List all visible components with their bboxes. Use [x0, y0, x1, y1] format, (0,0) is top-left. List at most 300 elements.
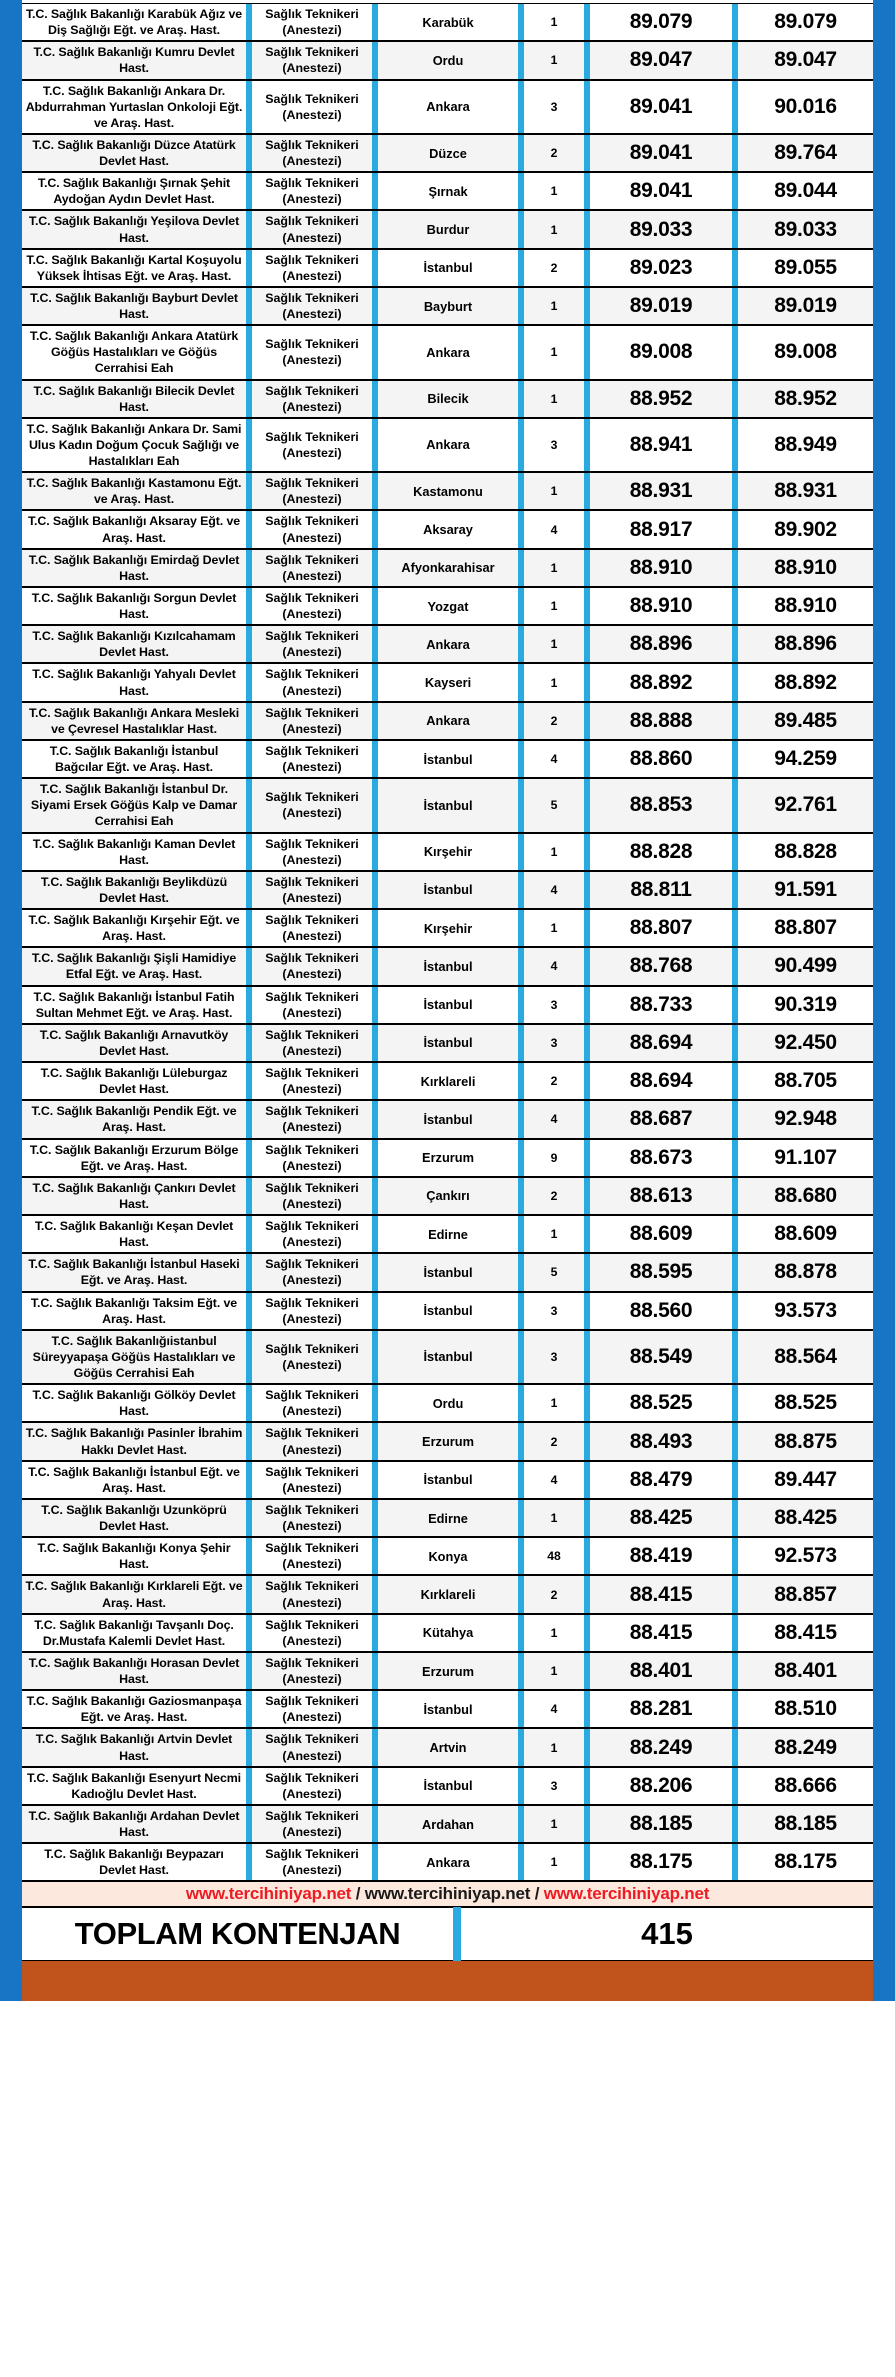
- banner-separator-1: /: [351, 1884, 365, 1904]
- institution-name-cell: T.C. Sağlık Bakanlığı Beypazarı Devlet Hast.: [22, 1843, 246, 1881]
- min-score-cell: 89.033: [590, 210, 732, 248]
- table-row: [22, 1767, 873, 1805]
- max-score-cell: 90.319: [738, 986, 873, 1024]
- position-title-cell: Sağlık Teknikeri (Anestezi): [252, 1292, 372, 1330]
- institution-name-cell: T.C. Sağlık Bakanlığı Uzunköprü Devlet Hast.: [22, 1499, 246, 1537]
- position-title-cell: Sağlık Teknikeri (Anestezi): [252, 702, 372, 740]
- institution-name-cell: T.C. Sağlık Bakanlığı Ankara Dr. Sami Ulus Kadın Doğum Çocuk Sağlığı ve Hastalıkları Eah: [22, 418, 246, 472]
- position-title-cell: Sağlık Teknikeri (Anestezi): [252, 1690, 372, 1728]
- position-title-cell: Sağlık Teknikeri (Anestezi): [252, 1422, 372, 1460]
- max-score-cell: 91.107: [738, 1139, 873, 1177]
- quota-cell: 4: [524, 1690, 584, 1728]
- table-row: [22, 909, 873, 947]
- quota-cell: 2: [524, 1575, 584, 1613]
- min-score-cell: 88.910: [590, 587, 732, 625]
- institution-name-cell: T.C. Sağlık Bakanlığı Bayburt Devlet Hast.: [22, 287, 246, 325]
- quota-cell: 1: [524, 287, 584, 325]
- max-score-cell: 88.952: [738, 380, 873, 418]
- quota-table-body: [22, 3, 873, 1881]
- institution-name-cell: T.C. Sağlık Bakanlığı Taksim Eğt. ve Araş. Hast.: [22, 1292, 246, 1330]
- city-cell: Erzurum: [378, 1652, 518, 1690]
- city-cell: Kayseri: [378, 663, 518, 701]
- city-cell: İstanbul: [378, 871, 518, 909]
- min-score-cell: 88.549: [590, 1330, 732, 1384]
- max-score-cell: 89.008: [738, 325, 873, 379]
- min-score-cell: 88.415: [590, 1614, 732, 1652]
- city-cell: Edirne: [378, 1499, 518, 1537]
- position-title-cell: Sağlık Teknikeri (Anestezi): [252, 1177, 372, 1215]
- table-row: [22, 510, 873, 548]
- table-row: [22, 1537, 873, 1575]
- min-score-cell: 88.419: [590, 1537, 732, 1575]
- max-score-cell: 92.761: [738, 778, 873, 832]
- table-row: [22, 1139, 873, 1177]
- quota-cell: 1: [524, 1843, 584, 1881]
- footer-orange-bar: [0, 1961, 895, 2001]
- position-title-cell: Sağlık Teknikeri (Anestezi): [252, 510, 372, 548]
- institution-name-cell: T.C. Sağlık Bakanlığı Emirdağ Devlet Hast.: [22, 549, 246, 587]
- table-row: [22, 1690, 873, 1728]
- quota-cell: 1: [524, 1805, 584, 1843]
- max-score-cell: 88.666: [738, 1767, 873, 1805]
- max-score-cell: 88.415: [738, 1614, 873, 1652]
- max-score-cell: 88.525: [738, 1384, 873, 1422]
- position-title-cell: Sağlık Teknikeri (Anestezi): [252, 1215, 372, 1253]
- institution-name-cell: T.C. Sağlık Bakanlığı Pasinler İbrahim Hakkı Devlet Hast.: [22, 1422, 246, 1460]
- quota-cell: 2: [524, 249, 584, 287]
- city-cell: Kırşehir: [378, 909, 518, 947]
- city-cell: Düzce: [378, 134, 518, 172]
- quota-cell: 1: [524, 1652, 584, 1690]
- quota-cell: 1: [524, 663, 584, 701]
- max-score-cell: 89.019: [738, 287, 873, 325]
- max-score-cell: 89.485: [738, 702, 873, 740]
- position-title-cell: Sağlık Teknikeri (Anestezi): [252, 41, 372, 79]
- position-title-cell: Sağlık Teknikeri (Anestezi): [252, 1330, 372, 1384]
- city-cell: İstanbul: [378, 1253, 518, 1291]
- quota-cell: 9: [524, 1139, 584, 1177]
- min-score-cell: 88.401: [590, 1652, 732, 1690]
- table-row: [22, 1253, 873, 1291]
- min-score-cell: 88.673: [590, 1139, 732, 1177]
- quota-cell: 4: [524, 1100, 584, 1138]
- total-quota-label: TOPLAM KONTENJAN: [22, 1907, 453, 1961]
- min-score-cell: 88.493: [590, 1422, 732, 1460]
- institution-name-cell: T.C. Sağlık Bakanlığı İstanbul Fatih Sultan Mehmet Eğt. ve Araş. Hast.: [22, 986, 246, 1024]
- quota-cell: 3: [524, 986, 584, 1024]
- min-score-cell: 88.595: [590, 1253, 732, 1291]
- max-score-cell: 88.875: [738, 1422, 873, 1460]
- min-score-cell: 88.931: [590, 472, 732, 510]
- total-quota-value: 415: [461, 1907, 873, 1961]
- table-row: [22, 587, 873, 625]
- quota-cell: 1: [524, 325, 584, 379]
- max-score-cell: 88.910: [738, 549, 873, 587]
- max-score-cell: 91.591: [738, 871, 873, 909]
- max-score-cell: 88.680: [738, 1177, 873, 1215]
- min-score-cell: 88.609: [590, 1215, 732, 1253]
- city-cell: Kastamonu: [378, 472, 518, 510]
- institution-name-cell: T.C. Sağlık Bakanlığı Gaziosmanpaşa Eğt. ve Araş. Hast.: [22, 1690, 246, 1728]
- city-cell: Ankara: [378, 80, 518, 134]
- max-score-cell: 88.878: [738, 1253, 873, 1291]
- max-score-cell: 89.902: [738, 510, 873, 548]
- min-score-cell: 89.041: [590, 80, 732, 134]
- table-row: [22, 740, 873, 778]
- position-title-cell: Sağlık Teknikeri (Anestezi): [252, 1614, 372, 1652]
- city-cell: Şırnak: [378, 172, 518, 210]
- table-row: [22, 986, 873, 1024]
- min-score-cell: 89.023: [590, 249, 732, 287]
- position-title-cell: Sağlık Teknikeri (Anestezi): [252, 871, 372, 909]
- institution-name-cell: T.C. Sağlık Bakanlığı Gölköy Devlet Hast.: [22, 1384, 246, 1422]
- institution-name-cell: T.C. Sağlık Bakanlığı Kartal Koşuyolu Yüksek İhtisas Eğt. ve Araş. Hast.: [22, 249, 246, 287]
- institution-name-cell: T.C. Sağlık Bakanlığı Kızılcahamam Devlet Hast.: [22, 625, 246, 663]
- position-title-cell: Sağlık Teknikeri (Anestezi): [252, 287, 372, 325]
- city-cell: İstanbul: [378, 1292, 518, 1330]
- max-score-cell: 89.047: [738, 41, 873, 79]
- max-score-cell: 88.609: [738, 1215, 873, 1253]
- table-row: [22, 210, 873, 248]
- max-score-cell: 88.828: [738, 833, 873, 871]
- min-score-cell: 88.525: [590, 1384, 732, 1422]
- position-title-cell: Sağlık Teknikeri (Anestezi): [252, 1537, 372, 1575]
- table-row: [22, 1384, 873, 1422]
- institution-name-cell: T.C. Sağlık Bakanlığı Beylikdüzü Devlet Hast.: [22, 871, 246, 909]
- min-score-cell: 88.917: [590, 510, 732, 548]
- max-score-cell: 92.948: [738, 1100, 873, 1138]
- min-score-cell: 88.888: [590, 702, 732, 740]
- position-title-cell: Sağlık Teknikeri (Anestezi): [252, 1100, 372, 1138]
- city-cell: Kırklareli: [378, 1575, 518, 1613]
- min-score-cell: 88.560: [590, 1292, 732, 1330]
- position-title-cell: Sağlık Teknikeri (Anestezi): [252, 1805, 372, 1843]
- position-title-cell: Sağlık Teknikeri (Anestezi): [252, 418, 372, 472]
- quota-cell: 2: [524, 1062, 584, 1100]
- min-score-cell: 88.896: [590, 625, 732, 663]
- max-score-cell: 88.857: [738, 1575, 873, 1613]
- institution-name-cell: T.C. Sağlık Bakanlığı Kastamonu Eğt. ve Araş. Hast.: [22, 472, 246, 510]
- position-title-cell: Sağlık Teknikeri (Anestezi): [252, 947, 372, 985]
- max-score-cell: 88.510: [738, 1690, 873, 1728]
- city-cell: Ankara: [378, 1843, 518, 1881]
- quota-cell: 5: [524, 778, 584, 832]
- city-cell: Edirne: [378, 1215, 518, 1253]
- table-row: [22, 1177, 873, 1215]
- city-cell: İstanbul: [378, 947, 518, 985]
- quota-cell: 1: [524, 3, 584, 41]
- banner-container: [22, 1881, 873, 1907]
- quota-cell: 1: [524, 833, 584, 871]
- position-title-cell: Sağlık Teknikeri (Anestezi): [252, 134, 372, 172]
- quota-cell: 4: [524, 510, 584, 548]
- quota-cell: 4: [524, 871, 584, 909]
- min-score-cell: 89.041: [590, 172, 732, 210]
- institution-name-cell: T.C. Sağlık Bakanlığı Aksaray Eğt. ve Araş. Hast.: [22, 510, 246, 548]
- institution-name-cell: T.C. Sağlık Bakanlığı Pendik Eğt. ve Araş. Hast.: [22, 1100, 246, 1138]
- min-score-cell: 88.733: [590, 986, 732, 1024]
- quota-cell: 2: [524, 702, 584, 740]
- institution-name-cell: T.C. Sağlık Bakanlığı Tavşanlı Doç. Dr.Mustafa Kalemli Devlet Hast.: [22, 1614, 246, 1652]
- table-row: [22, 947, 873, 985]
- table-row: [22, 702, 873, 740]
- position-title-cell: Sağlık Teknikeri (Anestezi): [252, 80, 372, 134]
- table-row: [22, 1292, 873, 1330]
- quota-cell: 4: [524, 1461, 584, 1499]
- quota-cell: 2: [524, 1422, 584, 1460]
- city-cell: İstanbul: [378, 986, 518, 1024]
- institution-name-cell: T.C. Sağlık Bakanlığı Keşan Devlet Hast.: [22, 1215, 246, 1253]
- min-score-cell: 88.694: [590, 1062, 732, 1100]
- max-score-cell: 88.249: [738, 1728, 873, 1766]
- city-cell: Bayburt: [378, 287, 518, 325]
- site-url-3[interactable]: www.tercihiniyap.net: [543, 1884, 710, 1904]
- min-score-cell: 88.952: [590, 380, 732, 418]
- institution-name-cell: T.C. Sağlık Bakanlığı Kumru Devlet Hast.: [22, 41, 246, 79]
- position-title-cell: Sağlık Teknikeri (Anestezi): [252, 1575, 372, 1613]
- position-title-cell: Sağlık Teknikeri (Anestezi): [252, 549, 372, 587]
- position-title-cell: Sağlık Teknikeri (Anestezi): [252, 1461, 372, 1499]
- quota-table: [22, 3, 873, 1881]
- min-score-cell: 88.687: [590, 1100, 732, 1138]
- city-cell: Yozgat: [378, 587, 518, 625]
- quota-cell: 3: [524, 1767, 584, 1805]
- position-title-cell: Sağlık Teknikeri (Anestezi): [252, 1062, 372, 1100]
- table-row: [22, 1024, 873, 1062]
- table-row: [22, 549, 873, 587]
- position-title-cell: Sağlık Teknikeri (Anestezi): [252, 833, 372, 871]
- total-column-separator: [453, 1907, 461, 1961]
- watermark-banner-row: [22, 1881, 873, 1907]
- city-cell: Afyonkarahisar: [378, 549, 518, 587]
- table-row: [22, 80, 873, 134]
- quota-cell: 3: [524, 1024, 584, 1062]
- position-title-cell: Sağlık Teknikeri (Anestezi): [252, 1253, 372, 1291]
- min-score-cell: 88.853: [590, 778, 732, 832]
- position-title-cell: Sağlık Teknikeri (Anestezi): [252, 778, 372, 832]
- watermark-banner-cell: [22, 1881, 873, 1907]
- table-row: [22, 833, 873, 871]
- institution-name-cell: T.C. Sağlık Bakanlığı Artvin Devlet Hast.: [22, 1728, 246, 1766]
- table-row: [22, 1614, 873, 1652]
- total-row: [22, 1907, 873, 1961]
- banner-separator-2: /: [530, 1884, 544, 1904]
- position-title-cell: Sağlık Teknikeri (Anestezi): [252, 1139, 372, 1177]
- table-row: [22, 1843, 873, 1881]
- city-cell: Ardahan: [378, 1805, 518, 1843]
- min-score-cell: 89.047: [590, 41, 732, 79]
- city-cell: İstanbul: [378, 1024, 518, 1062]
- institution-name-cell: T.C. Sağlık Bakanlığı Arnavutköy Devlet Hast.: [22, 1024, 246, 1062]
- institution-name-cell: T.C. Sağlık Bakanlığı Şırnak Şehit Aydoğan Aydın Devlet Hast.: [22, 172, 246, 210]
- max-score-cell: 88.705: [738, 1062, 873, 1100]
- min-score-cell: 88.281: [590, 1690, 732, 1728]
- city-cell: Kırşehir: [378, 833, 518, 871]
- max-score-cell: 88.175: [738, 1843, 873, 1881]
- quota-cell: 1: [524, 1614, 584, 1652]
- max-score-cell: 89.044: [738, 172, 873, 210]
- quota-cell: 1: [524, 549, 584, 587]
- city-cell: İstanbul: [378, 778, 518, 832]
- max-score-cell: 92.450: [738, 1024, 873, 1062]
- banner-table: [22, 1881, 873, 1907]
- table-row: [22, 472, 873, 510]
- city-cell: Ordu: [378, 1384, 518, 1422]
- table-row: [22, 871, 873, 909]
- quota-cell: 1: [524, 625, 584, 663]
- institution-name-cell: T.C. Sağlık Bakanlığı Yahyalı Devlet Hast.: [22, 663, 246, 701]
- table-row: [22, 1461, 873, 1499]
- max-score-cell: 88.807: [738, 909, 873, 947]
- position-title-cell: Sağlık Teknikeri (Anestezi): [252, 3, 372, 41]
- min-score-cell: 88.828: [590, 833, 732, 871]
- city-cell: Artvin: [378, 1728, 518, 1766]
- city-cell: Karabük: [378, 3, 518, 41]
- table-row: [22, 1062, 873, 1100]
- position-title-cell: Sağlık Teknikeri (Anestezi): [252, 249, 372, 287]
- table-row: [22, 625, 873, 663]
- quota-cell: 3: [524, 1330, 584, 1384]
- table-row: [22, 1652, 873, 1690]
- min-score-cell: 88.768: [590, 947, 732, 985]
- quota-cell: 3: [524, 418, 584, 472]
- table-row: [22, 778, 873, 832]
- quota-cell: 4: [524, 947, 584, 985]
- institution-name-cell: T.C. Sağlık Bakanlığı Horasan Devlet Hast.: [22, 1652, 246, 1690]
- city-cell: Erzurum: [378, 1139, 518, 1177]
- table-row: [22, 1100, 873, 1138]
- left-blue-rail: [0, 0, 22, 2001]
- city-cell: Burdur: [378, 210, 518, 248]
- table-row: [22, 41, 873, 79]
- institution-name-cell: T.C. Sağlık Bakanlığı Sorgun Devlet Hast.: [22, 587, 246, 625]
- city-cell: Aksaray: [378, 510, 518, 548]
- min-score-cell: 89.079: [590, 3, 732, 41]
- institution-name-cell: T.C. Sağlık Bakanlığı Ardahan Devlet Hast.: [22, 1805, 246, 1843]
- max-score-cell: 88.425: [738, 1499, 873, 1537]
- table-row: [22, 1575, 873, 1613]
- institution-name-cell: T.C. Sağlık Bakanlığı İstanbul Haseki Eğt. ve Araş. Hast.: [22, 1253, 246, 1291]
- min-score-cell: 88.175: [590, 1843, 732, 1881]
- city-cell: Erzurum: [378, 1422, 518, 1460]
- position-title-cell: Sağlık Teknikeri (Anestezi): [252, 1499, 372, 1537]
- quota-cell: 1: [524, 1384, 584, 1422]
- min-score-cell: 88.479: [590, 1461, 732, 1499]
- right-blue-rail: [873, 0, 895, 2001]
- max-score-cell: 89.447: [738, 1461, 873, 1499]
- institution-name-cell: T.C. Sağlık Bakanlığı Ankara Mesleki ve Çevresel Hastalıklar Hast.: [22, 702, 246, 740]
- position-title-cell: Sağlık Teknikeri (Anestezi): [252, 625, 372, 663]
- quota-cell: 1: [524, 909, 584, 947]
- position-title-cell: Sağlık Teknikeri (Anestezi): [252, 740, 372, 778]
- quota-table-container: [22, 3, 873, 1881]
- position-title-cell: Sağlık Teknikeri (Anestezi): [252, 380, 372, 418]
- min-score-cell: 89.041: [590, 134, 732, 172]
- city-cell: İstanbul: [378, 1330, 518, 1384]
- quota-cell: 1: [524, 172, 584, 210]
- institution-name-cell: T.C. Sağlık Bakanlığı Yeşilova Devlet Hast.: [22, 210, 246, 248]
- min-score-cell: 88.694: [590, 1024, 732, 1062]
- position-title-cell: Sağlık Teknikeri (Anestezi): [252, 909, 372, 947]
- table-row: [22, 249, 873, 287]
- city-cell: Çankırı: [378, 1177, 518, 1215]
- max-score-cell: 89.079: [738, 3, 873, 41]
- quota-cell: 3: [524, 1292, 584, 1330]
- position-title-cell: Sağlık Teknikeri (Anestezi): [252, 1652, 372, 1690]
- table-row: [22, 1422, 873, 1460]
- table-row: [22, 1728, 873, 1766]
- city-cell: İstanbul: [378, 249, 518, 287]
- table-row: [22, 134, 873, 172]
- city-cell: Bilecik: [378, 380, 518, 418]
- quota-cell: 1: [524, 41, 584, 79]
- institution-name-cell: T.C. Sağlık Bakanlığıistanbul Süreyyapaşa Göğüs Hastalıkları ve Göğüs Cerrahisi Eah: [22, 1330, 246, 1384]
- table-row: [22, 1330, 873, 1384]
- max-score-cell: 88.949: [738, 418, 873, 472]
- table-row: [22, 1499, 873, 1537]
- min-score-cell: 88.185: [590, 1805, 732, 1843]
- min-score-cell: 89.008: [590, 325, 732, 379]
- min-score-cell: 88.892: [590, 663, 732, 701]
- quota-cell: 5: [524, 1253, 584, 1291]
- institution-name-cell: T.C. Sağlık Bakanlığı İstanbul Eğt. ve Araş. Hast.: [22, 1461, 246, 1499]
- quota-cell: 1: [524, 380, 584, 418]
- city-cell: Ankara: [378, 625, 518, 663]
- quota-cell: 2: [524, 1177, 584, 1215]
- institution-name-cell: T.C. Sağlık Bakanlığı Kaman Devlet Hast.: [22, 833, 246, 871]
- city-cell: İstanbul: [378, 1767, 518, 1805]
- site-url-2[interactable]: www.tercihiniyap.net: [364, 1884, 531, 1904]
- institution-name-cell: T.C. Sağlık Bakanlığı Kırşehir Eğt. ve Araş. Hast.: [22, 909, 246, 947]
- table-row: [22, 1215, 873, 1253]
- table-row: [22, 3, 873, 41]
- max-score-cell: 90.499: [738, 947, 873, 985]
- max-score-cell: 93.573: [738, 1292, 873, 1330]
- table-row: [22, 287, 873, 325]
- city-cell: Kütahya: [378, 1614, 518, 1652]
- institution-name-cell: T.C. Sağlık Bakanlığı Erzurum Bölge Eğt. ve Araş. Hast.: [22, 1139, 246, 1177]
- min-score-cell: 88.613: [590, 1177, 732, 1215]
- position-title-cell: Sağlık Teknikeri (Anestezi): [252, 1384, 372, 1422]
- quota-cell: 4: [524, 740, 584, 778]
- city-cell: Kırklareli: [378, 1062, 518, 1100]
- max-score-cell: 94.259: [738, 740, 873, 778]
- max-score-cell: 88.896: [738, 625, 873, 663]
- quota-cell: 1: [524, 472, 584, 510]
- institution-name-cell: T.C. Sağlık Bakanlığı Bilecik Devlet Hast.: [22, 380, 246, 418]
- max-score-cell: 88.401: [738, 1652, 873, 1690]
- quota-cell: 1: [524, 1728, 584, 1766]
- table-row: [22, 325, 873, 379]
- institution-name-cell: T.C. Sağlık Bakanlığı Düzce Atatürk Devlet Hast.: [22, 134, 246, 172]
- max-score-cell: 89.764: [738, 134, 873, 172]
- max-score-cell: 92.573: [738, 1537, 873, 1575]
- institution-name-cell: T.C. Sağlık Bakanlığı Lüleburgaz Devlet Hast.: [22, 1062, 246, 1100]
- position-title-cell: Sağlık Teknikeri (Anestezi): [252, 986, 372, 1024]
- min-score-cell: 88.415: [590, 1575, 732, 1613]
- site-url-1[interactable]: www.tercihiniyap.net: [185, 1884, 352, 1904]
- institution-name-cell: T.C. Sağlık Bakanlığı Şişli Hamidiye Etfal Eğt. ve Araş. Hast.: [22, 947, 246, 985]
- min-score-cell: 88.807: [590, 909, 732, 947]
- institution-name-cell: T.C. Sağlık Bakanlığı Çankırı Devlet Hast.: [22, 1177, 246, 1215]
- position-title-cell: Sağlık Teknikeri (Anestezi): [252, 210, 372, 248]
- min-score-cell: 88.425: [590, 1499, 732, 1537]
- position-title-cell: Sağlık Teknikeri (Anestezi): [252, 1728, 372, 1766]
- table-row: [22, 380, 873, 418]
- city-cell: Konya: [378, 1537, 518, 1575]
- quota-cell: 2: [524, 134, 584, 172]
- institution-name-cell: T.C. Sağlık Bakanlığı Esenyurt Necmi Kadıoğlu Devlet Hast.: [22, 1767, 246, 1805]
